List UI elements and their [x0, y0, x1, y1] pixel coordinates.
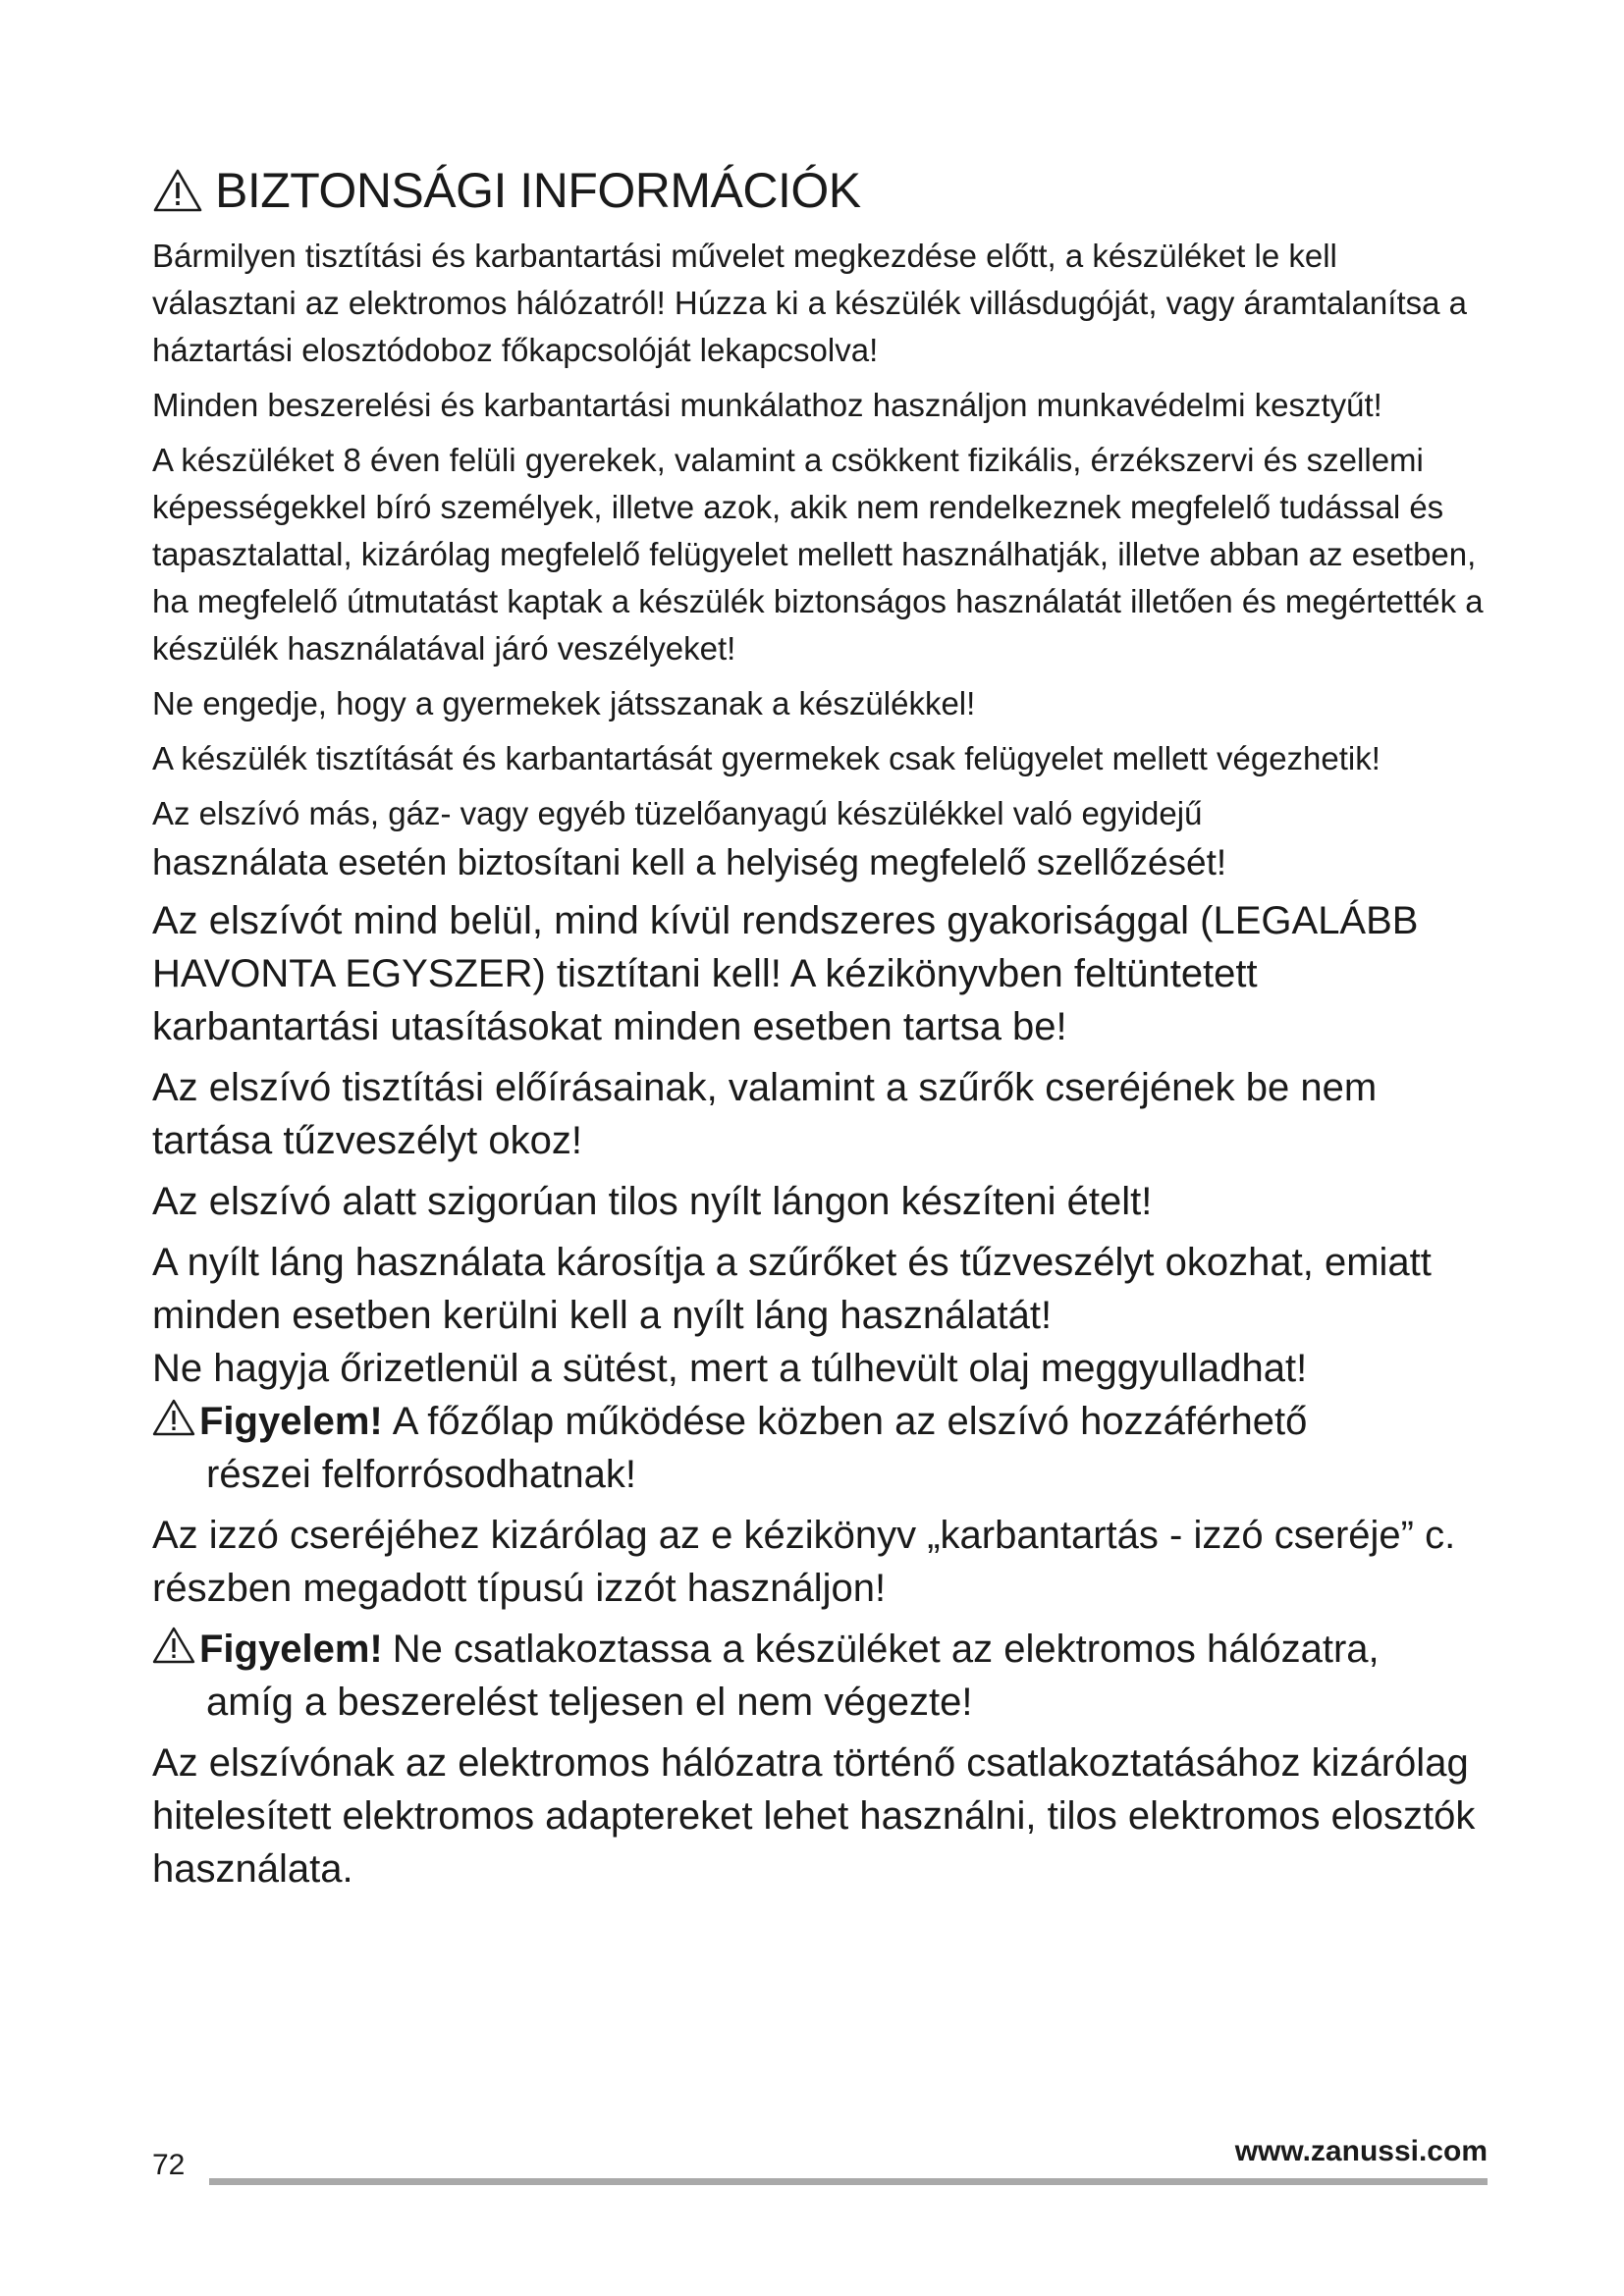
paragraph-ventilation-line1: Az elszívó más, gáz- vagy egyéb tüzelőanyagú készülékkel való egyidejű: [152, 795, 1203, 831]
paragraph-children-cleaning: A készülék tisztítását és karbantartását gyermekek csak felügyelet mellett végezhetik!: [152, 740, 1380, 776]
paragraph-children-play: Ne engedje, hogy a gyermekek játsszanak a készülékkel!: [152, 685, 976, 721]
document-page: [152, 162, 1488, 1903]
paragraph-cleaning-frequency: Az elszívót mind belül, mind kívül rendszeres gyakorisággal (LEGALÁBB HAVONTA EGYSZER) tisztítani kell! A kézikönyvben feltüntetett karbantartási utasításokat minden esetben tartsa be!: [152, 899, 1419, 1048]
website-link[interactable]: www.zanussi.com: [1234, 2135, 1488, 2167]
paragraph-children-supervision: A készüléket 8 éven felüli gyerekek, valamint a csökkent fizikális, érzékszervi és szellemi képességekkel bíró személyek, illetve azok, akik nem rendelkeznek megfelelő tudással és tapasztalattal, kizárólag megfelelő felügyelet mellett használhatják, illetve abban az esetben, ha megfelelő útmutatást kaptak a készülék biztonságos használatát illetően és megértették a készülék használatával járó veszélyeket!: [152, 442, 1484, 667]
warning-label: Figyelem!: [199, 1628, 383, 1671]
warning-text-continued: részei felforrósodhatnak!: [206, 1453, 637, 1496]
paragraph-fire-hazard: Az elszívó tisztítási előírásainak, valamint a szűrők cseréjének be nem tartása tűzveszélyt okoz!: [152, 1066, 1378, 1162]
warning-text: Ne csatlakoztassa a készüléket az elektromos hálózatra,: [392, 1628, 1380, 1671]
page-number: 72: [152, 2149, 186, 2181]
paragraph-open-flame-damage: A nyílt láng használata károsítja a szűrőket és tűzveszélyt okozhat, emiatt minden esetben kerülni kell a nyílt láng használatát!: [152, 1241, 1432, 1337]
warning-triangle-icon: [152, 1627, 195, 1664]
warning-text: A főzőlap működése közben az elszívó hozzáférhető: [392, 1400, 1308, 1443]
section-heading: [152, 162, 1488, 219]
paragraph-bulb-type: Az izzó cseréjéhez kizárólag az e kézikönyv „karbantartás - izzó cseréje” c. részben megadott típusú izzót használjon!: [152, 1514, 1456, 1610]
paragraph-ventilation-line2: használata esetén biztosítani kell a helyiség megfelelő szellőzését!: [152, 842, 1227, 882]
warning-triangle-icon: [152, 168, 203, 213]
paragraph-gloves: Minden beszerelési és karbantartási munkálathoz használjon munkavédelmi kesztyűt!: [152, 387, 1382, 423]
page-footer: [152, 2135, 1488, 2184]
warning-text-continued: amíg a beszerelést teljesen el nem végezte!: [206, 1681, 973, 1724]
warning-label: Figyelem!: [199, 1400, 383, 1443]
warning-triangle-icon: [152, 1399, 195, 1436]
footer-divider: [209, 2178, 1488, 2185]
warning-installation: [152, 1623, 1488, 1729]
paragraph-adapters: Az elszívónak az elektromos hálózatra történő csatlakoztatásához kizárólag hitelesített elektromos adaptereket lehet használni, tilos elektromos elosztók használata.: [152, 1741, 1476, 1891]
section-title: BIZTONSÁGI INFORMÁCIÓK: [215, 163, 861, 218]
paragraph-unattended-frying: Ne hagyja őrizetlenül a sütést, mert a túlhevült olaj meggyulladhat!: [152, 1347, 1308, 1390]
paragraph-no-open-flame: Az elszívó alatt szigorúan tilos nyílt lángon készíteni ételt!: [152, 1180, 1153, 1223]
paragraph-disconnect: Bármilyen tisztítási és karbantartási művelet megkezdése előtt, a készüléket le kell választani az elektromos hálózatról! Húzza ki a készülék villásdugóját, vagy áramtalanítsa a háztartási elosztódoboz főkapcsolóját lekapcsolva!: [152, 238, 1467, 368]
warning-hot-parts: [152, 1395, 1488, 1501]
